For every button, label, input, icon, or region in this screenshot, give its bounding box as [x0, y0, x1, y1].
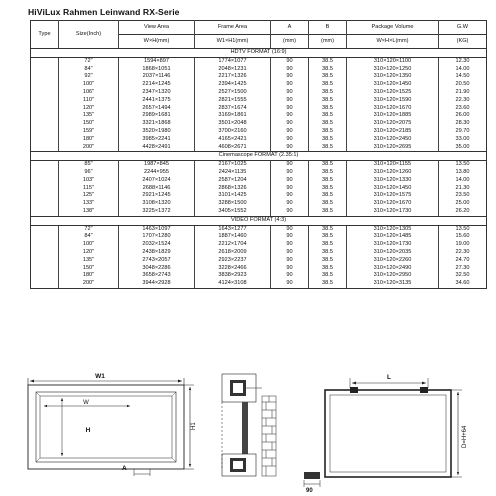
a-cell: 90: [271, 81, 309, 89]
col-sub-view: W×H(mm): [119, 35, 195, 49]
type-cell: [31, 81, 59, 89]
b-cell: 38.5: [309, 57, 347, 65]
package-volume-cell: 310×120×1590: [347, 97, 439, 105]
gw-cell: 15.60: [439, 233, 487, 241]
b-cell: 38.5: [309, 241, 347, 249]
a-cell: 90: [271, 241, 309, 249]
frame-area-cell: 3838×2923: [195, 272, 271, 280]
size-cell: 133": [59, 200, 119, 208]
size-cell: 110": [59, 97, 119, 105]
back-view-diagram: [304, 378, 462, 487]
col-header-size: Size(Inch): [59, 21, 119, 49]
view-area-cell: 1987×845: [119, 161, 195, 169]
size-cell: 135": [59, 112, 119, 120]
a-cell: 90: [271, 73, 309, 81]
view-area-cell: 2989×1681: [119, 112, 195, 120]
b-cell: 38.5: [309, 128, 347, 136]
spec-table-body: [31, 49, 487, 289]
table-row: [31, 105, 487, 113]
table-row: [31, 177, 487, 185]
package-volume-cell: 310×120×1485: [347, 233, 439, 241]
table-row: [31, 128, 487, 136]
gw-cell: 13.80: [439, 169, 487, 177]
a-cell: 90: [271, 120, 309, 128]
frame-area-cell: 3288×1500: [195, 200, 271, 208]
type-cell: [31, 272, 59, 280]
b-cell: 38.5: [309, 97, 347, 105]
size-cell: 138": [59, 208, 119, 216]
frame-area-cell: 2212×1704: [195, 241, 271, 249]
type-cell: [31, 161, 59, 169]
size-cell: 84": [59, 66, 119, 74]
col-header-frame-area: Frame Area: [195, 21, 271, 35]
gw-cell: 21.30: [439, 185, 487, 193]
table-row: [31, 272, 487, 280]
size-cell: 125": [59, 192, 119, 200]
a-cell: 90: [271, 89, 309, 97]
b-cell: 38.5: [309, 89, 347, 97]
b-cell: 38.5: [309, 272, 347, 280]
package-volume-cell: 310×120×1450: [347, 185, 439, 193]
table-row: [31, 161, 487, 169]
b-cell: 38.5: [309, 208, 347, 216]
type-cell: [31, 192, 59, 200]
side-profile-diagram: [222, 374, 276, 476]
a-cell: 90: [271, 257, 309, 265]
frame-area-cell: 3405×1552: [195, 208, 271, 216]
table-row: [31, 249, 487, 257]
frame-area-cell: 3501×2048: [195, 120, 271, 128]
gw-cell: 23.60: [439, 105, 487, 113]
b-cell: 38.5: [309, 200, 347, 208]
b-cell: 38.5: [309, 73, 347, 81]
size-cell: 120": [59, 105, 119, 113]
view-area-cell: 2438×1829: [119, 249, 195, 257]
view-area-cell: 2032×1524: [119, 241, 195, 249]
b-cell: 38.5: [309, 136, 347, 144]
a-cell: 90: [271, 233, 309, 241]
table-row: [31, 225, 487, 233]
gw-cell: 26.20: [439, 208, 487, 216]
package-volume-cell: 310×120×3135: [347, 280, 439, 288]
b-cell: 38.5: [309, 185, 347, 193]
type-cell: [31, 177, 59, 185]
package-volume-cell: 310×120×1575: [347, 192, 439, 200]
gw-cell: 25.00: [439, 200, 487, 208]
view-area-cell: 3321×1868: [119, 120, 195, 128]
table-row: [31, 81, 487, 89]
table-row: [31, 169, 487, 177]
dimension-diagrams: [0, 366, 496, 496]
type-cell: [31, 208, 59, 216]
b-cell: 38.5: [309, 265, 347, 273]
b-cell: 38.5: [309, 225, 347, 233]
type-cell: [31, 97, 59, 105]
label-a: A: [122, 465, 127, 472]
label-w1: W1: [95, 373, 105, 380]
b-cell: 38.5: [309, 192, 347, 200]
size-cell: 150": [59, 120, 119, 128]
frame-area-cell: 2821×1555: [195, 97, 271, 105]
package-volume-cell: 310×120×1100: [347, 57, 439, 65]
size-cell: 200": [59, 280, 119, 288]
package-volume-cell: 310×120×1525: [347, 89, 439, 97]
type-cell: [31, 144, 59, 152]
type-cell: [31, 169, 59, 177]
section-label: HDTV FORMAT (16:9): [31, 49, 487, 58]
gw-cell: 32.50: [439, 272, 487, 280]
gw-cell: 20.50: [439, 81, 487, 89]
type-cell: [31, 57, 59, 65]
col-header-view-area: View Area: [119, 21, 195, 35]
gw-cell: 13.50: [439, 161, 487, 169]
gw-cell: 14.50: [439, 73, 487, 81]
view-area-cell: 3944×2928: [119, 280, 195, 288]
package-volume-cell: 310×120×1670: [347, 105, 439, 113]
a-cell: 90: [271, 208, 309, 216]
table-row: [31, 200, 487, 208]
table-row: [31, 208, 487, 216]
b-cell: 38.5: [309, 257, 347, 265]
size-cell: 72": [59, 225, 119, 233]
col-sub-gw: (KG): [439, 35, 487, 49]
table-row: [31, 112, 487, 120]
package-volume-cell: 310×120×1450: [347, 81, 439, 89]
package-volume-cell: 310×120×1330: [347, 177, 439, 185]
table-row: [31, 241, 487, 249]
frame-area-cell: 1887×1460: [195, 233, 271, 241]
size-cell: 85": [59, 161, 119, 169]
type-cell: [31, 89, 59, 97]
type-cell: [31, 128, 59, 136]
col-sub-a: (mm): [271, 35, 309, 49]
gw-cell: 22.30: [439, 249, 487, 257]
size-cell: 115": [59, 185, 119, 193]
table-row: [31, 66, 487, 74]
gw-cell: 19.00: [439, 241, 487, 249]
a-cell: 90: [271, 249, 309, 257]
size-cell: 106": [59, 89, 119, 97]
frame-area-cell: 2868×1326: [195, 185, 271, 193]
size-cell: 135": [59, 257, 119, 265]
table-row: [31, 136, 487, 144]
type-cell: [31, 120, 59, 128]
size-cell: 200": [59, 144, 119, 152]
type-cell: [31, 257, 59, 265]
package-volume-cell: 310×120×1670: [347, 200, 439, 208]
type-cell: [31, 241, 59, 249]
view-area-cell: 3108×1320: [119, 200, 195, 208]
type-cell: [31, 136, 59, 144]
gw-cell: 27.30: [439, 265, 487, 273]
frame-area-cell: 3169×1861: [195, 112, 271, 120]
frame-area-cell: 3228×2466: [195, 265, 271, 273]
table-row: [31, 120, 487, 128]
package-volume-cell: 310×120×1730: [347, 241, 439, 249]
frame-area-cell: 2048×1231: [195, 66, 271, 74]
col-header-a: A: [271, 21, 309, 35]
a-cell: 90: [271, 225, 309, 233]
package-volume-cell: 310×120×2490: [347, 265, 439, 273]
view-area-cell: 3225×1372: [119, 208, 195, 216]
view-area-cell: 1594×897: [119, 57, 195, 65]
gw-cell: 34.60: [439, 280, 487, 288]
a-cell: 90: [271, 265, 309, 273]
a-cell: 90: [271, 57, 309, 65]
document-title: HiViLux Rahmen Leinwand RX-Serie: [28, 7, 180, 17]
size-cell: 84": [59, 233, 119, 241]
section-label: VIDEO FORMAT (4:3): [31, 216, 487, 225]
size-cell: 180": [59, 272, 119, 280]
frame-area-cell: 3700×2160: [195, 128, 271, 136]
frame-area-cell: 2837×1674: [195, 105, 271, 113]
frame-area-cell: 2923×2237: [195, 257, 271, 265]
frame-area-cell: 4124×3108: [195, 280, 271, 288]
b-cell: 38.5: [309, 233, 347, 241]
a-cell: 90: [271, 185, 309, 193]
label-h1: H1: [191, 422, 197, 430]
frame-area-cell: 2167×1025: [195, 161, 271, 169]
b-cell: 38.5: [309, 177, 347, 185]
view-area-cell: 3048×2286: [119, 265, 195, 273]
section-header-row: [31, 152, 487, 161]
a-cell: 90: [271, 66, 309, 74]
label-l: L: [387, 374, 391, 381]
frame-area-cell: 2394×1425: [195, 81, 271, 89]
view-area-cell: 2037×1146: [119, 73, 195, 81]
frame-area-cell: 3101×1425: [195, 192, 271, 200]
table-row: [31, 73, 487, 81]
package-volume-cell: 310×120×2075: [347, 120, 439, 128]
view-area-cell: 2688×1146: [119, 185, 195, 193]
view-area-cell: 1868×1051: [119, 66, 195, 74]
b-cell: 38.5: [309, 144, 347, 152]
gw-cell: 29.70: [439, 128, 487, 136]
frame-area-cell: 2217×1326: [195, 73, 271, 81]
gw-cell: 21.90: [439, 89, 487, 97]
label-90: 90: [306, 488, 313, 494]
col-sub-b: (mm): [309, 35, 347, 49]
type-cell: [31, 105, 59, 113]
type-cell: [31, 185, 59, 193]
view-area-cell: 3658×2743: [119, 272, 195, 280]
gw-cell: 23.50: [439, 192, 487, 200]
view-area-cell: 2921×1245: [119, 192, 195, 200]
frame-area-cell: 2618×2009: [195, 249, 271, 257]
a-cell: 90: [271, 272, 309, 280]
package-volume-cell: 310×120×2450: [347, 136, 439, 144]
b-cell: 38.5: [309, 161, 347, 169]
package-volume-cell: 310×120×2260: [347, 257, 439, 265]
size-cell: 150": [59, 265, 119, 273]
frame-area-cell: 2424×1135: [195, 169, 271, 177]
label-h: H: [85, 427, 91, 434]
table-row: [31, 89, 487, 97]
view-area-cell: 2244×955: [119, 169, 195, 177]
view-area-cell: 1463×1097: [119, 225, 195, 233]
a-cell: 90: [271, 97, 309, 105]
front-view-diagram: [28, 378, 194, 476]
view-area-cell: 4428×2491: [119, 144, 195, 152]
size-cell: 103": [59, 177, 119, 185]
gw-cell: 22.30: [439, 97, 487, 105]
package-volume-cell: 310×120×1260: [347, 169, 439, 177]
col-header-gw: G.W: [439, 21, 487, 35]
table-row: [31, 280, 487, 288]
table-row: [31, 257, 487, 265]
a-cell: 90: [271, 161, 309, 169]
frame-area-cell: 4608×2671: [195, 144, 271, 152]
package-volume-cell: 310×120×1305: [347, 225, 439, 233]
a-cell: 90: [271, 144, 309, 152]
b-cell: 38.5: [309, 169, 347, 177]
size-cell: 120": [59, 249, 119, 257]
gw-cell: 28.30: [439, 120, 487, 128]
col-sub-package: W×H×L(mm): [347, 35, 439, 49]
col-header-type: Type: [31, 21, 59, 49]
a-cell: 90: [271, 280, 309, 288]
label-w: W: [83, 400, 89, 406]
view-area-cell: 2214×1245: [119, 81, 195, 89]
a-cell: 90: [271, 200, 309, 208]
col-header-package: Package Volume: [347, 21, 439, 35]
b-cell: 38.5: [309, 112, 347, 120]
section-label: Cinemascope FORMAT (2.35:1): [31, 152, 487, 161]
a-cell: 90: [271, 105, 309, 113]
package-volume-cell: 310×120×1885: [347, 112, 439, 120]
size-cell: 92": [59, 73, 119, 81]
view-area-cell: 3985×2241: [119, 136, 195, 144]
size-cell: 100": [59, 241, 119, 249]
gw-cell: 33.00: [439, 136, 487, 144]
type-cell: [31, 265, 59, 273]
package-volume-cell: 310×120×1350: [347, 73, 439, 81]
b-cell: 38.5: [309, 66, 347, 74]
table-row: [31, 57, 487, 65]
type-cell: [31, 66, 59, 74]
gw-cell: 13.50: [439, 225, 487, 233]
gw-cell: 35.00: [439, 144, 487, 152]
gw-cell: 14.00: [439, 177, 487, 185]
package-volume-cell: 310×120×2950: [347, 272, 439, 280]
label-d: D=H+64: [462, 425, 468, 448]
frame-area-cell: 4165×2421: [195, 136, 271, 144]
frame-area-cell: 1774×1077: [195, 57, 271, 65]
view-area-cell: 2407×1024: [119, 177, 195, 185]
b-cell: 38.5: [309, 120, 347, 128]
size-cell: 159": [59, 128, 119, 136]
size-cell: 96": [59, 169, 119, 177]
gw-cell: 12.30: [439, 57, 487, 65]
frame-area-cell: 2527×1500: [195, 89, 271, 97]
type-cell: [31, 200, 59, 208]
type-cell: [31, 233, 59, 241]
a-cell: 90: [271, 136, 309, 144]
header-row: [31, 21, 487, 35]
package-volume-cell: 310×120×2695: [347, 144, 439, 152]
b-cell: 38.5: [309, 280, 347, 288]
size-cell: 72": [59, 57, 119, 65]
table-row: [31, 144, 487, 152]
section-header-row: [31, 49, 487, 58]
type-cell: [31, 225, 59, 233]
type-cell: [31, 112, 59, 120]
b-cell: 38.5: [309, 105, 347, 113]
frame-area-cell: 1643×1277: [195, 225, 271, 233]
b-cell: 38.5: [309, 249, 347, 257]
size-cell: 100": [59, 81, 119, 89]
b-cell: 38.5: [309, 81, 347, 89]
table-row: [31, 97, 487, 105]
a-cell: 90: [271, 192, 309, 200]
type-cell: [31, 249, 59, 257]
section-header-row: [31, 216, 487, 225]
a-cell: 90: [271, 177, 309, 185]
view-area-cell: 2657×1494: [119, 105, 195, 113]
package-volume-cell: 310×120×1730: [347, 208, 439, 216]
view-area-cell: 3520×1980: [119, 128, 195, 136]
view-area-cell: 2441×1375: [119, 97, 195, 105]
frame-area-cell: 2587×1204: [195, 177, 271, 185]
gw-cell: 26.00: [439, 112, 487, 120]
view-area-cell: 2743×2057: [119, 257, 195, 265]
a-cell: 90: [271, 169, 309, 177]
a-cell: 90: [271, 112, 309, 120]
table-row: [31, 185, 487, 193]
a-cell: 90: [271, 128, 309, 136]
spec-table: [30, 20, 487, 289]
table-row: [31, 265, 487, 273]
package-volume-cell: 310×120×2035: [347, 249, 439, 257]
col-header-b: B: [309, 21, 347, 35]
package-volume-cell: 310×120×1250: [347, 66, 439, 74]
table-row: [31, 192, 487, 200]
view-area-cell: 1707×1280: [119, 233, 195, 241]
gw-cell: 24.70: [439, 257, 487, 265]
package-volume-cell: 310×120×1155: [347, 161, 439, 169]
view-area-cell: 2347×1320: [119, 89, 195, 97]
type-cell: [31, 280, 59, 288]
size-cell: 180": [59, 136, 119, 144]
package-volume-cell: 310×120×2185: [347, 128, 439, 136]
gw-cell: 14.00: [439, 66, 487, 74]
col-sub-frame: W1×H1(mm): [195, 35, 271, 49]
table-row: [31, 233, 487, 241]
type-cell: [31, 73, 59, 81]
